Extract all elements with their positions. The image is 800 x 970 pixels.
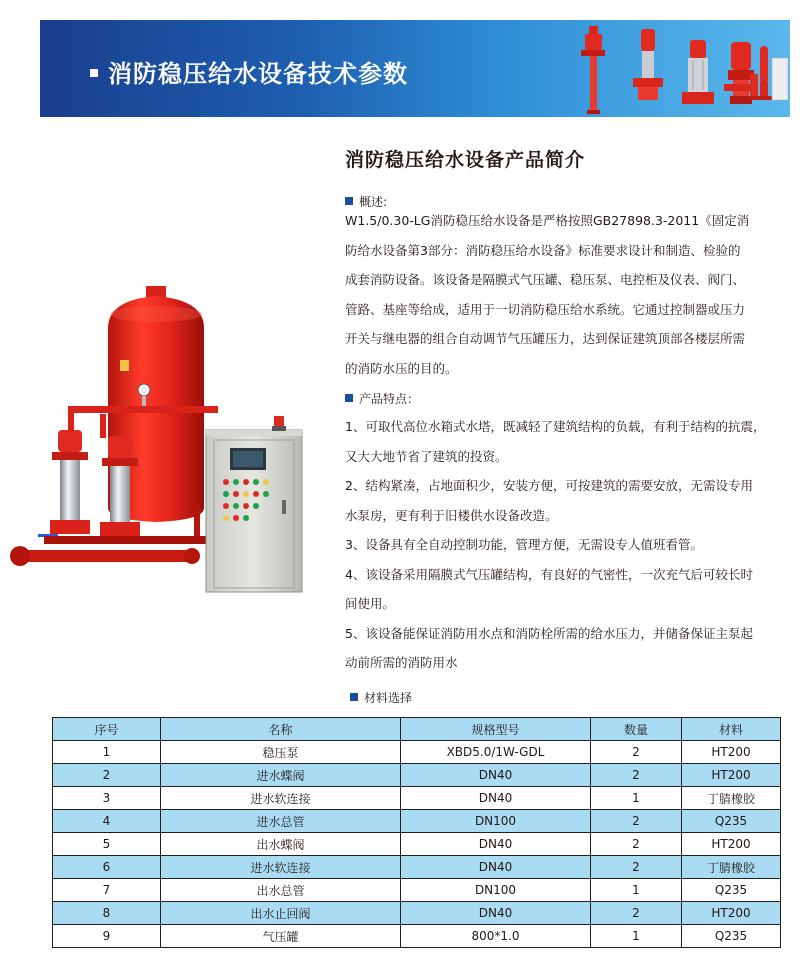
overview-line: 管路、基座等给成，适用于一切消防稳压给水系统。它通过控制器或压力	[345, 301, 746, 317]
cell-index: 6	[53, 856, 161, 879]
cell-material: Q235	[682, 879, 781, 902]
header-banner	[40, 20, 790, 117]
cell-qty: 2	[591, 810, 682, 833]
cell-index: 5	[53, 833, 161, 856]
cell-spec: DN40	[401, 833, 591, 856]
features-heading	[345, 390, 419, 407]
column-header: 名称	[161, 718, 401, 741]
bullet-square	[350, 693, 358, 701]
materials-table	[52, 717, 781, 948]
table-header-row	[53, 718, 781, 741]
table-row	[53, 925, 781, 948]
fire-pressure-stabilizing-equipment-photo	[8, 268, 328, 608]
cell-index: 8	[53, 902, 161, 925]
cell-qty: 1	[591, 879, 682, 902]
column-header: 材料	[682, 718, 781, 741]
feature-line: 又大大地节省了建筑的投资。	[345, 448, 508, 464]
bullet-square	[345, 197, 353, 205]
column-header: 数量	[591, 718, 682, 741]
cell-name: 出水蝶阀	[161, 833, 401, 856]
cell-qty: 2	[591, 764, 682, 787]
cell-spec: XBD5.0/1W-GDL	[401, 741, 591, 764]
column-header: 序号	[53, 718, 161, 741]
overview-line: 开关与继电器的组合自动调节气压罐压力，达到保证建筑顶部各楼层所需	[345, 331, 746, 346]
cell-name: 出水止回阀	[161, 902, 401, 925]
cell-index: 7	[53, 879, 161, 902]
table-row	[53, 764, 781, 787]
cell-name: 进水蝶阀	[161, 764, 401, 787]
cell-index: 3	[53, 787, 161, 810]
table-row	[53, 810, 781, 833]
overview-text	[345, 206, 749, 383]
feature-line: 动前所需的消防用水	[345, 655, 458, 670]
cell-qty: 1	[591, 925, 682, 948]
features-text	[345, 412, 765, 678]
cell-name: 出水总管	[161, 879, 401, 902]
cell-material: HT200	[682, 833, 781, 856]
cell-name: 进水软连接	[161, 787, 401, 810]
materials-heading-label: 材料选择	[364, 691, 413, 705]
table-row	[53, 833, 781, 856]
cell-qty: 1	[591, 787, 682, 810]
feature-line: 5、该设备能保证消防用水点和消防栓所需的给水压力，并储备保证主泵起	[345, 625, 753, 641]
intro-title: 消防稳压给水设备产品简介	[345, 149, 586, 171]
cell-index: 2	[53, 764, 161, 787]
cell-material: HT200	[682, 902, 781, 925]
cell-spec: DN100	[401, 810, 591, 833]
cell-spec: 800*1.0	[401, 925, 591, 948]
cell-spec: DN40	[401, 787, 591, 810]
feature-line: 水泵房，更有利于旧楼供水设备改造。	[345, 507, 558, 523]
overview-line: 防给水设备第3部分：消防稳压给水设备》标准要求设计和制造、检验的	[345, 242, 741, 258]
cell-spec: DN40	[401, 764, 591, 787]
cell-index: 4	[53, 810, 161, 833]
overview-line: 成套消防设备。该设备是隔膜式气压罐、稳压泵、电控柜及仪表、阀门、	[345, 272, 746, 287]
cell-qty: 2	[591, 856, 682, 879]
cell-material: 丁腈橡胶	[682, 856, 781, 879]
table-row	[53, 856, 781, 879]
cell-index: 1	[53, 741, 161, 764]
cell-material: Q235	[682, 810, 781, 833]
column-header: 规格型号	[401, 718, 591, 741]
vertical-pump-icon	[578, 22, 608, 116]
cell-spec: DN40	[401, 856, 591, 879]
cell-name: 气压罐	[161, 925, 401, 948]
feature-line: 2、结构紧凑，占地面积少，安装方便，可按建筑的需要安放，无需设专用	[345, 478, 753, 493]
cell-qty: 2	[591, 833, 682, 856]
cell-material: Q235	[682, 925, 781, 948]
overview-heading-label: 概述:	[359, 195, 388, 209]
table-row	[53, 787, 781, 810]
features-heading-label: 产品特点：	[359, 392, 420, 406]
table-row	[53, 902, 781, 925]
cell-spec: DN100	[401, 879, 591, 902]
booster-set-icon	[746, 38, 790, 110]
cell-name: 进水软连接	[161, 856, 401, 879]
cell-name: 进水总管	[161, 810, 401, 833]
cell-name: 稳压泵	[161, 741, 401, 764]
feature-line: 间使用。	[345, 596, 396, 611]
table-row	[53, 879, 781, 902]
feature-line: 3、设备具有全自动控制功能，管理方便，无需设专人值班看管。	[345, 537, 703, 552]
table-row	[53, 741, 781, 764]
materials-heading	[350, 689, 412, 706]
multistage-pump-icon	[680, 38, 716, 110]
cell-material: HT200	[682, 741, 781, 764]
cell-qty: 2	[591, 902, 682, 925]
feature-line: 4、该设备采用隔膜式气压罐结构，有良好的气密性，一次充气后可较长时	[345, 566, 753, 582]
feature-line: 1、可取代高位水箱式水塔，既减轻了建筑结构的负载，有利于结构的抗震，	[345, 419, 766, 434]
cell-material: HT200	[682, 764, 781, 787]
bullet-square	[345, 394, 353, 402]
cell-qty: 2	[591, 741, 682, 764]
overview-line: W1.5/0.30-LG消防稳压给水设备是严格按照GB27898.3-2011《固定消	[345, 213, 750, 228]
page-title: 消防稳压给水设备技术参数	[108, 60, 408, 88]
cell-spec: DN40	[401, 902, 591, 925]
cell-material: 丁腈橡胶	[682, 787, 781, 810]
inline-pump-icon	[630, 26, 666, 106]
cell-index: 9	[53, 925, 161, 948]
overview-line: 的消防水压的目的。	[345, 360, 458, 376]
bullet-square	[90, 69, 98, 77]
